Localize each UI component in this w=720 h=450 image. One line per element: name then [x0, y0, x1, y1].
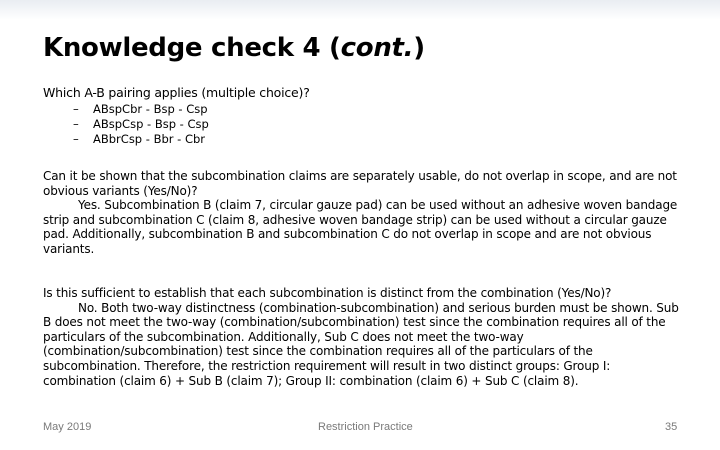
usability-paragraph — [43, 169, 683, 257]
choice-text: ABspCbr - Bsp - Csp — [93, 102, 208, 116]
bullet-dash: – — [73, 132, 79, 146]
choice-text: ABspCsp - Bsp - Csp — [93, 117, 209, 131]
title-text: Knowledge check 4 ( — [43, 33, 341, 63]
title-italic: cont. — [340, 33, 414, 63]
bullet-dash: – — [73, 102, 79, 116]
footer-title: Restriction Practice — [318, 421, 413, 433]
multiple-choice-question: Which A-B pairing applies (multiple choice)? — [43, 85, 310, 100]
distinctness-answer: No. Both two-way distinctness (combination-subcombination) and serious burden must be shown. Sub B does not meet the two-way (combination/subcombination) test since the combination requires all of the particulars of the subcombination. Additionally, Sub C does not meet the two-way (combination/subcombination) test since the combination requires all of the particulars of the subcombination. Therefore, the restriction requirement will result in two distinct groups: Group I: combination (claim 6) + Sub B (claim 7); Group II: combination (claim 6) + Sub C (claim 8). — [43, 300, 679, 388]
title-close: ) — [413, 33, 425, 63]
choice-item — [73, 132, 209, 147]
choice-item — [73, 117, 209, 132]
distinctness-paragraph — [43, 286, 683, 388]
usability-question: Can it be shown that the subcombination claims are separately usable, do not overlap in scope, and are not obvious variants (Yes/No)? — [43, 169, 677, 198]
choice-item — [73, 102, 209, 117]
choice-list — [73, 102, 209, 147]
footer-date: May 2019 — [43, 421, 92, 433]
distinctness-question: Is this sufficient to establish that each subcombination is distinct from the combination (Yes/No)? — [43, 286, 612, 300]
slide-title — [43, 33, 425, 63]
page-number: 35 — [665, 421, 678, 433]
choice-text: ABbrCsp - Bbr - Cbr — [93, 132, 206, 146]
header-band — [0, 0, 720, 20]
usability-answer: Yes. Subcombination B (claim 7, circular gauze pad) can be used without an adhesive woven bandage strip and subcombination C (claim 8, adhesive woven bandage strip) can be used without a circular gauze pad. Additionally, subcombination B and subcombination C do not overlap in scope and are not obvious variants. — [43, 198, 678, 256]
bullet-dash: – — [73, 117, 79, 131]
